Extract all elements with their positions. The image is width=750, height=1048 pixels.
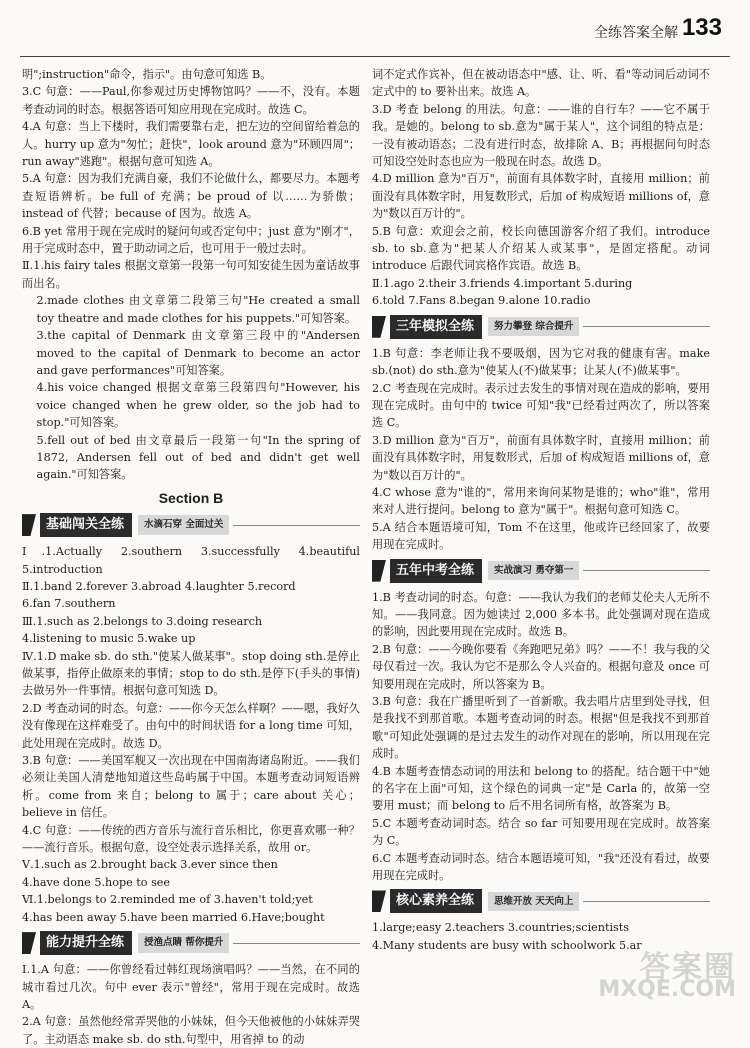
page-header [0, 0, 750, 58]
answer-line: 2.C 考查现在完成时。表示过去发生的事情对现在造成的影响，要用现在完成时。由句中的 twice 可知"我"已经看过两次了，所以答案选 C。 [372, 381, 710, 430]
answer-line: 3.the capital of Denmark 由文章第三段中的"Andersen moved to the capital of Denmark to become an actor and gave performances"可知答案。 [36, 329, 360, 377]
answer-line: 6.fan 7.southern [22, 597, 116, 611]
page-number: 133 [681, 14, 722, 41]
banner-slogan: 思维开放 天天向上 [488, 892, 579, 911]
answer-line: 6.told 7.Fans 8.began 9.alone 10.radio [372, 294, 591, 308]
answer-line: 2.B 句意：——今晚你要看《奔跑吧兄弟》吗？——不！我与我的父母仅看过一次。我认为它不是那么令人兴奋的。根据句意及 once 可知要用现在完成时，所以答案为 B。 [372, 642, 710, 691]
banner-divider [583, 326, 710, 327]
banner-name: 五年中考全练 [390, 559, 482, 583]
answer-line: 3.D million 意为"百万"，前面有具体数字时，直接用 million；前面没有具体数字时，用复数形式，后加 of 构成短语 millions of，意为"数以百万计的"。 [372, 433, 710, 482]
answer-line: 4.B 本题考查情态动词的用法和 belong to 的搭配。结合题干中"她的名字在上面"可知，这个绿色的词典一定"是 Carla 的，故第一空要用 must；而 belong to 后不用名词所有格，故答案为 B。 [372, 764, 710, 813]
header-title: 全练答案全解 [594, 25, 678, 41]
banner-divider [233, 525, 360, 526]
answer-line: 4.Many students are busy with schoolwork 5.ar [372, 938, 642, 952]
banner-name: 三年模拟全练 [390, 315, 482, 339]
answer-line: 6.B yet 常用于现在完成时的疑问句或否定句中；just 意为"刚才"，用于完成时态中，置于助动词之后，也可用于一般过去时。 [22, 224, 360, 256]
answer-line: Ⅲ.1.such as 2.belongs to 3.doing research [22, 614, 263, 628]
answer-line: 4.his voice changed 根据文章第三段第四句"However, his voice changed when he grew older, so the job had to stop."可知答案。 [36, 381, 360, 430]
section-banner [22, 513, 360, 537]
banner-slogan: 水滴石穿 全面过关 [138, 515, 229, 534]
answer-line: Ⅴ.1.such as 2.brought back 3.ever since then [22, 858, 278, 872]
answer-line: 3.C 句意：——Paul,你参观过历史博物馆吗？——不，没有。本题考查动词的时态。根据答语可知应用现在完成时。故选 C。 [22, 85, 360, 116]
answer-line: 词不定式作宾补，但在被动语态中"感、让、听、看"等动词后动词不定式中的 to 要补出来。故选 A。 [372, 68, 710, 99]
answer-line: Ⅳ.1.D make sb. do sth."使某人做某事"。stop doing sth.是停止做某事，指停止做原来的事情；stop to do sth.是停下(手头的事情)去做另外一件事情。根据句意可知选 D。 [22, 649, 360, 698]
banner-name: 能力提升全练 [40, 931, 132, 955]
watermark-text: 答案圈 [640, 950, 736, 985]
answer-line: 4.C 句意：——传统的西方音乐与流行音乐相比，你更喜欢哪一种？——流行音乐。根据句意，设空处表示选择关系，故用 or。 [22, 823, 360, 855]
banner-name: 基础闯关全练 [40, 513, 132, 537]
answer-line: 2.made clothes 由文章第二段第三句"He created a small toy theatre and made clothes for his puppets."可知答案。 [36, 294, 360, 325]
watermark-url: MXQE.COM [598, 977, 736, 1002]
answer-line: 4.D million 意为"百万"，前面有具体数字时，直接用 million；前面没有具体数字时，用复数形式，后加 of 构成短语 millions of，意为"数以百万计的"。 [372, 172, 710, 221]
banner-mark-icon [22, 514, 36, 536]
banner-mark-icon [372, 316, 386, 338]
answer-line: 4.have done 5.hope to see [22, 875, 171, 889]
answer-line: 4.A 句意：当上下楼时，我们需要靠右走，把左边的空间留给着急的人。hurry up 意为"匆忙；赶快"，look around 意为"环顾四周"；run away"逃跑"。根据句意可知选 A。 [22, 120, 360, 169]
answer-line: 3.B 句意：——美国军舰又一次出现在中国南海诸岛附近。——我们必须让美国人清楚地知道这些岛屿属于中国。本题考查动词短语辨析。come from 来自；belong to 属于；care about 关心；believe in 信任。 [22, 754, 360, 820]
section-banner [372, 889, 710, 913]
answer-line: 3.D 考查 belong 的用法。句意：——谁的自行车？——它不属于我。是她的。belong to sb.意为"属于某人"，这个词组的特点是：一没有被动语态；二没有进行时态，故排除 A、B；再根据问句时态可知设空处时态也应为一般现在时态。故选 D。 [372, 102, 710, 169]
answer-line: Ⅰ.1.A 句意：——你曾经看过韩红现场演唱吗？——当然，在不同的城市看过几次。句中 ever 表示"曾经"，常用于现在完成时。故选 A。 [22, 963, 360, 1011]
answer-line: 1.large;easy 2.teachers 3.countries;scientists [372, 921, 630, 935]
section-banner [22, 931, 360, 955]
right-column [372, 66, 710, 954]
answer-line: 5.B 句意：欢迎会之前，校长向德国游客介绍了我们。introduce sb. to sb.意为"把某人介绍某人或某事"，是固定搭配。动词 introduce 后跟代词宾格作宾语。故选 B。 [372, 224, 710, 273]
left-column [22, 66, 360, 1048]
watermark [598, 950, 736, 1002]
banner-name: 核心素养全练 [390, 889, 482, 913]
banner-divider [233, 943, 360, 944]
section-title: Section B [158, 489, 224, 506]
answer-line: 5.A 句意：因为我们充满自豪，我们不论做什么，都要尽力。本题考查短语辨析。be full of 充满；be proud of 以……为骄傲；instead of 代替；because of 因为。故选 A。 [22, 172, 360, 221]
answer-line: 4.listening to music 5.wake up [22, 632, 196, 646]
answer-line: 明";instruction"命令，指示"。由句意可知选 B。 [22, 68, 272, 81]
banner-mark-icon [372, 560, 386, 582]
answer-line: 5.fell out of bed 由文章最后一段第一句"In the spring of 1872, Andersen fell out of bed and didn't get well again."可知答案。 [36, 433, 360, 482]
section-banner [372, 559, 710, 583]
answer-line: 1.B 句意：李老师让我不要吸烟，因为它对我的健康有害。make sb.(not) do sth.意为"使某人(不)做某事；让某人(不)做某事"。 [372, 346, 710, 378]
banner-mark-icon [372, 890, 386, 912]
answer-line: 6.C 本题考查动词时态。结合本题语境可知，"我"还没有看过，故要用现在完成时。 [372, 851, 710, 883]
answer-line: Ⅱ.1.band 2.forever 3.abroad 4.laughter 5.record [22, 579, 296, 593]
answer-line: 2.D 考查动词的时态。句意：——你今天怎么样啊？——嗯，我好久没有像现在这样难受了。由句中的时间状语 for a long time 可知，此处用现在完成时。故选 D。 [22, 701, 360, 750]
header-rule [20, 56, 730, 57]
banner-divider [583, 570, 710, 571]
banner-slogan: 授渔点睛 帮你提升 [138, 933, 229, 952]
banner-slogan: 实战演习 勇夺第一 [488, 561, 579, 580]
answer-line: Ⅱ.1.ago 2.their 3.friends 4.important 5.during [372, 276, 633, 290]
answer-line: 1.B 考查动词的时态。句意：——我认为我们的老师艾伦夫人无所不知。——我同意。因为她读过 2,000 多本书。此处强调对现在造成的影响，因此要用现在完成时。故选 B。 [372, 590, 710, 639]
answer-line: Ⅱ.1.his fairy tales 根据文章第一段第一句可知安徒生因为童话故事而出名。 [22, 259, 360, 290]
banner-mark-icon [22, 932, 36, 954]
answer-line: 5.C 本题考查动词时态。结合 so far 可知要用现在完成时。故答案为 C。 [372, 816, 710, 848]
answer-line: 2.A 句意：虽然他经常弄哭他的小妹妹，但今天他被他的小妹妹弄哭了。主动语态 make sb. do sth.句型中，用省掉 to 的动 [22, 1015, 360, 1046]
answer-line: Ⅵ.1.belongs to 2.reminded me of 3.haven't told;yet [22, 893, 313, 907]
banner-slogan: 努力攀登 综合提升 [488, 317, 579, 336]
banner-divider [583, 901, 710, 902]
answer-line: Ⅰ.1.Actually 2.southern 3.successfully 4.beautiful 5.introduction [22, 545, 360, 576]
answer-line: 3.B 句意：我在广播里听到了一首新歌。我去唱片店里到处寻找，但是我找不到那首歌。本题考查动词的时态。根据"但是我找不到那首歌"可知此处强调的是过去发生的动作对现在的影响，所以用现在完成时。 [372, 695, 710, 761]
section-banner [372, 315, 710, 339]
answer-line: 5.A 结合本题语境可知，Tom 不在这里，他或许已经回家了，故要用现在完成时。 [372, 520, 710, 552]
answer-line: 4.C whose 意为"谁的"，常用来询问某物是谁的；who"谁"，常用来对人进行提问。belong to 意为"属于"。根据句意可知选 C。 [372, 485, 710, 517]
answer-line: 4.has been away 5.have been married 6.Have;bought [22, 910, 325, 924]
